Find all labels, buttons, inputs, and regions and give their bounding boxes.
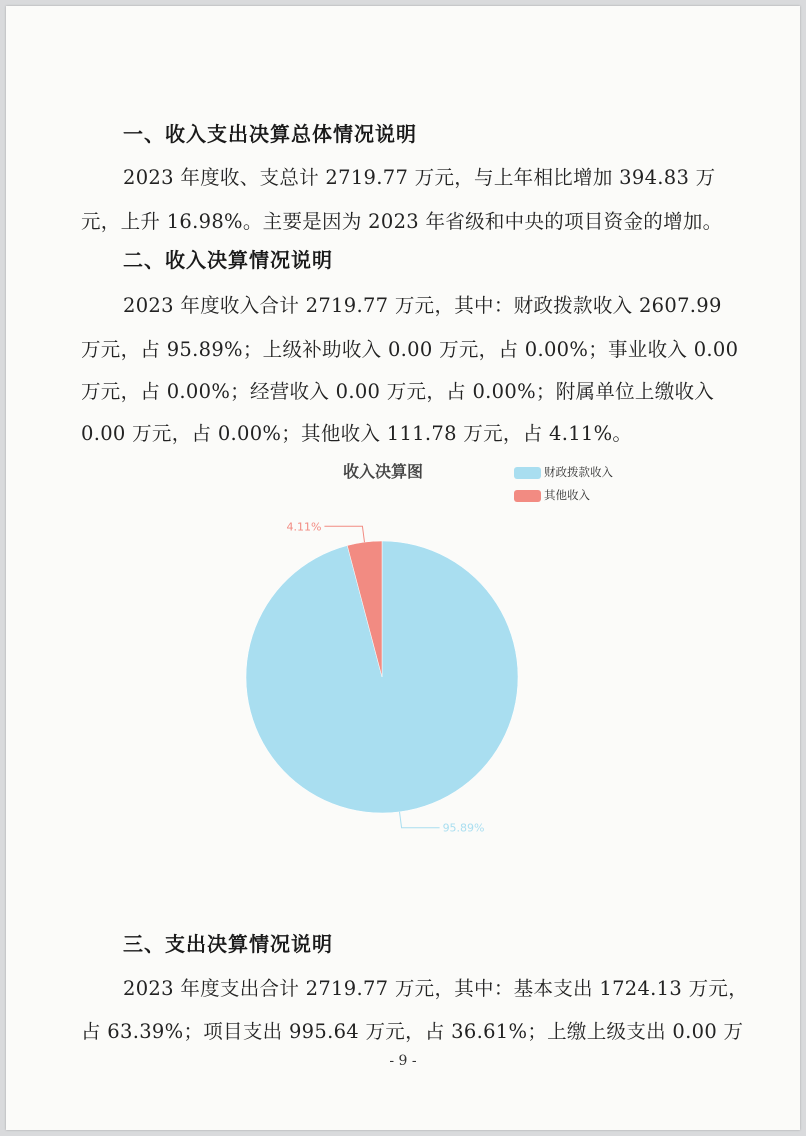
section-2-line-4: 0.00 万元，占 0.00%；其他收入 111.78 万元，占 4.11%。 bbox=[81, 422, 633, 445]
section-2-heading: 二、收入决算情况说明 bbox=[123, 248, 333, 272]
chart-title: 收入决算图 bbox=[343, 462, 424, 481]
section-3-line-2: 占 63.39%；项目支出 995.64 万元，占 36.61%；上缴上级支出 0.00 万 bbox=[81, 1020, 744, 1043]
section-2-line-2: 万元，占 95.89%；上级补助收入 0.00 万元，占 0.00%；事业收入 0.00 bbox=[81, 338, 739, 361]
section-1-line-1: 2023 年度收、支总计 2719.77 万元，与上年相比增加 394.83 万 bbox=[123, 166, 716, 189]
legend-label-other: 其他收入 bbox=[544, 488, 590, 502]
pie-label-other: 4.11% bbox=[286, 520, 322, 534]
document-page bbox=[6, 6, 800, 1130]
section-1-line-2: 元，上升 16.98%。主要是因为 2023 年省级和中央的项目资金的增加。 bbox=[81, 210, 723, 233]
page-number: - 9 - bbox=[389, 1053, 417, 1069]
section-1-heading: 一、收入支出决算总体情况说明 bbox=[123, 122, 417, 146]
section-3-line-1: 2023 年度支出合计 2719.77 万元，其中：基本支出 1724.13 万元， bbox=[123, 977, 748, 1000]
section-3-heading: 三、支出决算情况说明 bbox=[123, 932, 333, 956]
pie-label-fiscal: 95.89% bbox=[442, 821, 485, 835]
section-2-line-3: 万元，占 0.00%；经营收入 0.00 万元，占 0.00%；附属单位上缴收入 bbox=[81, 380, 715, 403]
pie-label-other-line bbox=[324, 526, 364, 542]
pie-svg bbox=[6, 6, 800, 1130]
legend-label-fiscal: 财政拨款收入 bbox=[544, 465, 613, 479]
pie-label-fiscal-line bbox=[400, 812, 440, 828]
section-2-line-1: 2023 年度收入合计 2719.77 万元，其中：财政拨款收入 2607.99 bbox=[123, 294, 722, 317]
